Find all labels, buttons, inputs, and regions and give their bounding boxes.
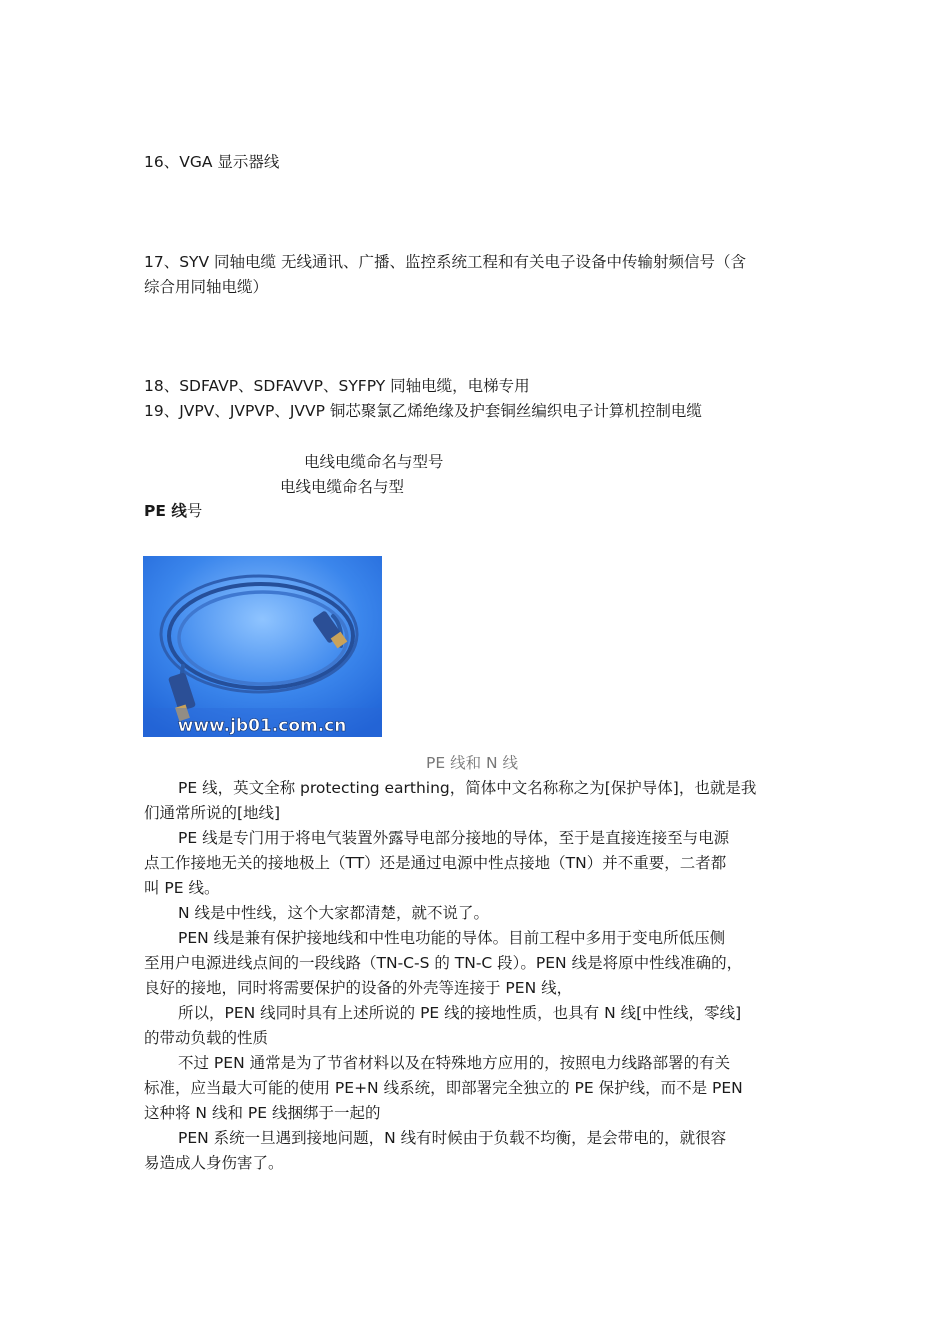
paragraph-line: PE 线，英文全称 protecting earthing，简体中文名称称之为[保护导体]，也就是我 xyxy=(178,779,757,797)
paragraph-line: N 线是中性线，这个大家都清楚，就不说了。 xyxy=(178,904,490,922)
photo-watermark: www.jb01.com.cn xyxy=(177,716,347,736)
paragraph-line: 的带动负载的性质 xyxy=(144,1029,269,1047)
list-item-19: 19、JVPV、JVPVP、JVVP 铜芯聚氯乙烯绝缘及护套铜丝编织电子计算机控制电缆 xyxy=(144,402,702,420)
paragraph-line: 易造成人身伤害了。 xyxy=(144,1154,284,1172)
paragraph-line: PE 线是专门用于将电气装置外露导电部分接地的导体，至于是直接连接至与电源 xyxy=(178,829,730,847)
section-title: 电线电缆命名与型号 xyxy=(304,453,444,471)
paragraph-line: 叫 PE 线。 xyxy=(144,879,220,897)
paragraph-line: 所以，PEN 线同时具有上述所说的 PE 线的接地性质，也具有 N 线[中性线，零线] xyxy=(178,1004,742,1022)
list-item-16: 16、VGA 显示器线 xyxy=(144,153,280,171)
pe-heading-suffix: 号 xyxy=(186,502,203,520)
paragraph-line: PEN 线是兼有保护接地线和中性电功能的导体。目前工程中多用于变电所低压侧 xyxy=(178,929,726,947)
paragraph-line: 不过 PEN 通常是为了节省材料以及在特殊地方应用的，按照电力线路部署的有关 xyxy=(178,1054,731,1072)
paragraph-line: 这种将 N 线和 PE 线捆绑于一起的 xyxy=(144,1104,381,1122)
paragraph-line: PEN 系统一旦遇到接地问题，N 线有时候由于负载不均衡，是会带电的，就很容 xyxy=(178,1129,727,1147)
list-item-18: 18、SDFAVP、SDFAVVP、SYFPY 同轴电缆，电梯专用 xyxy=(144,377,530,395)
list-item-17: 17、SYV 同轴电缆 无线通讯、广播、监控系统工程和有关电子设备中传输射频信号（含 xyxy=(144,253,746,271)
paragraph-line: 至用户电源进线点间的一段线路（TN-C-S 的 TN-C 段）。PEN 线是将原中性线准确的， xyxy=(144,954,743,972)
pe-heading xyxy=(144,499,202,523)
paragraph-line: 良好的接地，同时将需要保护的设备的外壳等连接于 PEN 线， xyxy=(144,979,573,997)
list-item-17-cont: 综合用同轴电缆） xyxy=(144,278,269,296)
figure-caption: PE 线和 N 线 xyxy=(426,754,519,772)
section-title-repeat: 电线电缆命名与型 xyxy=(280,478,405,496)
pe-heading-bold: PE 线 xyxy=(144,502,187,520)
paragraph-line: 们通常所说的[地线] xyxy=(144,804,281,822)
paragraph-line: 点工作接地无关的接地极上（TT）还是通过电源中性点接地（TN）并不重要，二者都 xyxy=(144,854,727,872)
usb-cable-photo xyxy=(143,556,382,737)
paragraph-line: 标准，应当最大可能的使用 PE+N 线系统，即部署完全独立的 PE 保护线，而不是 PEN xyxy=(144,1079,743,1097)
